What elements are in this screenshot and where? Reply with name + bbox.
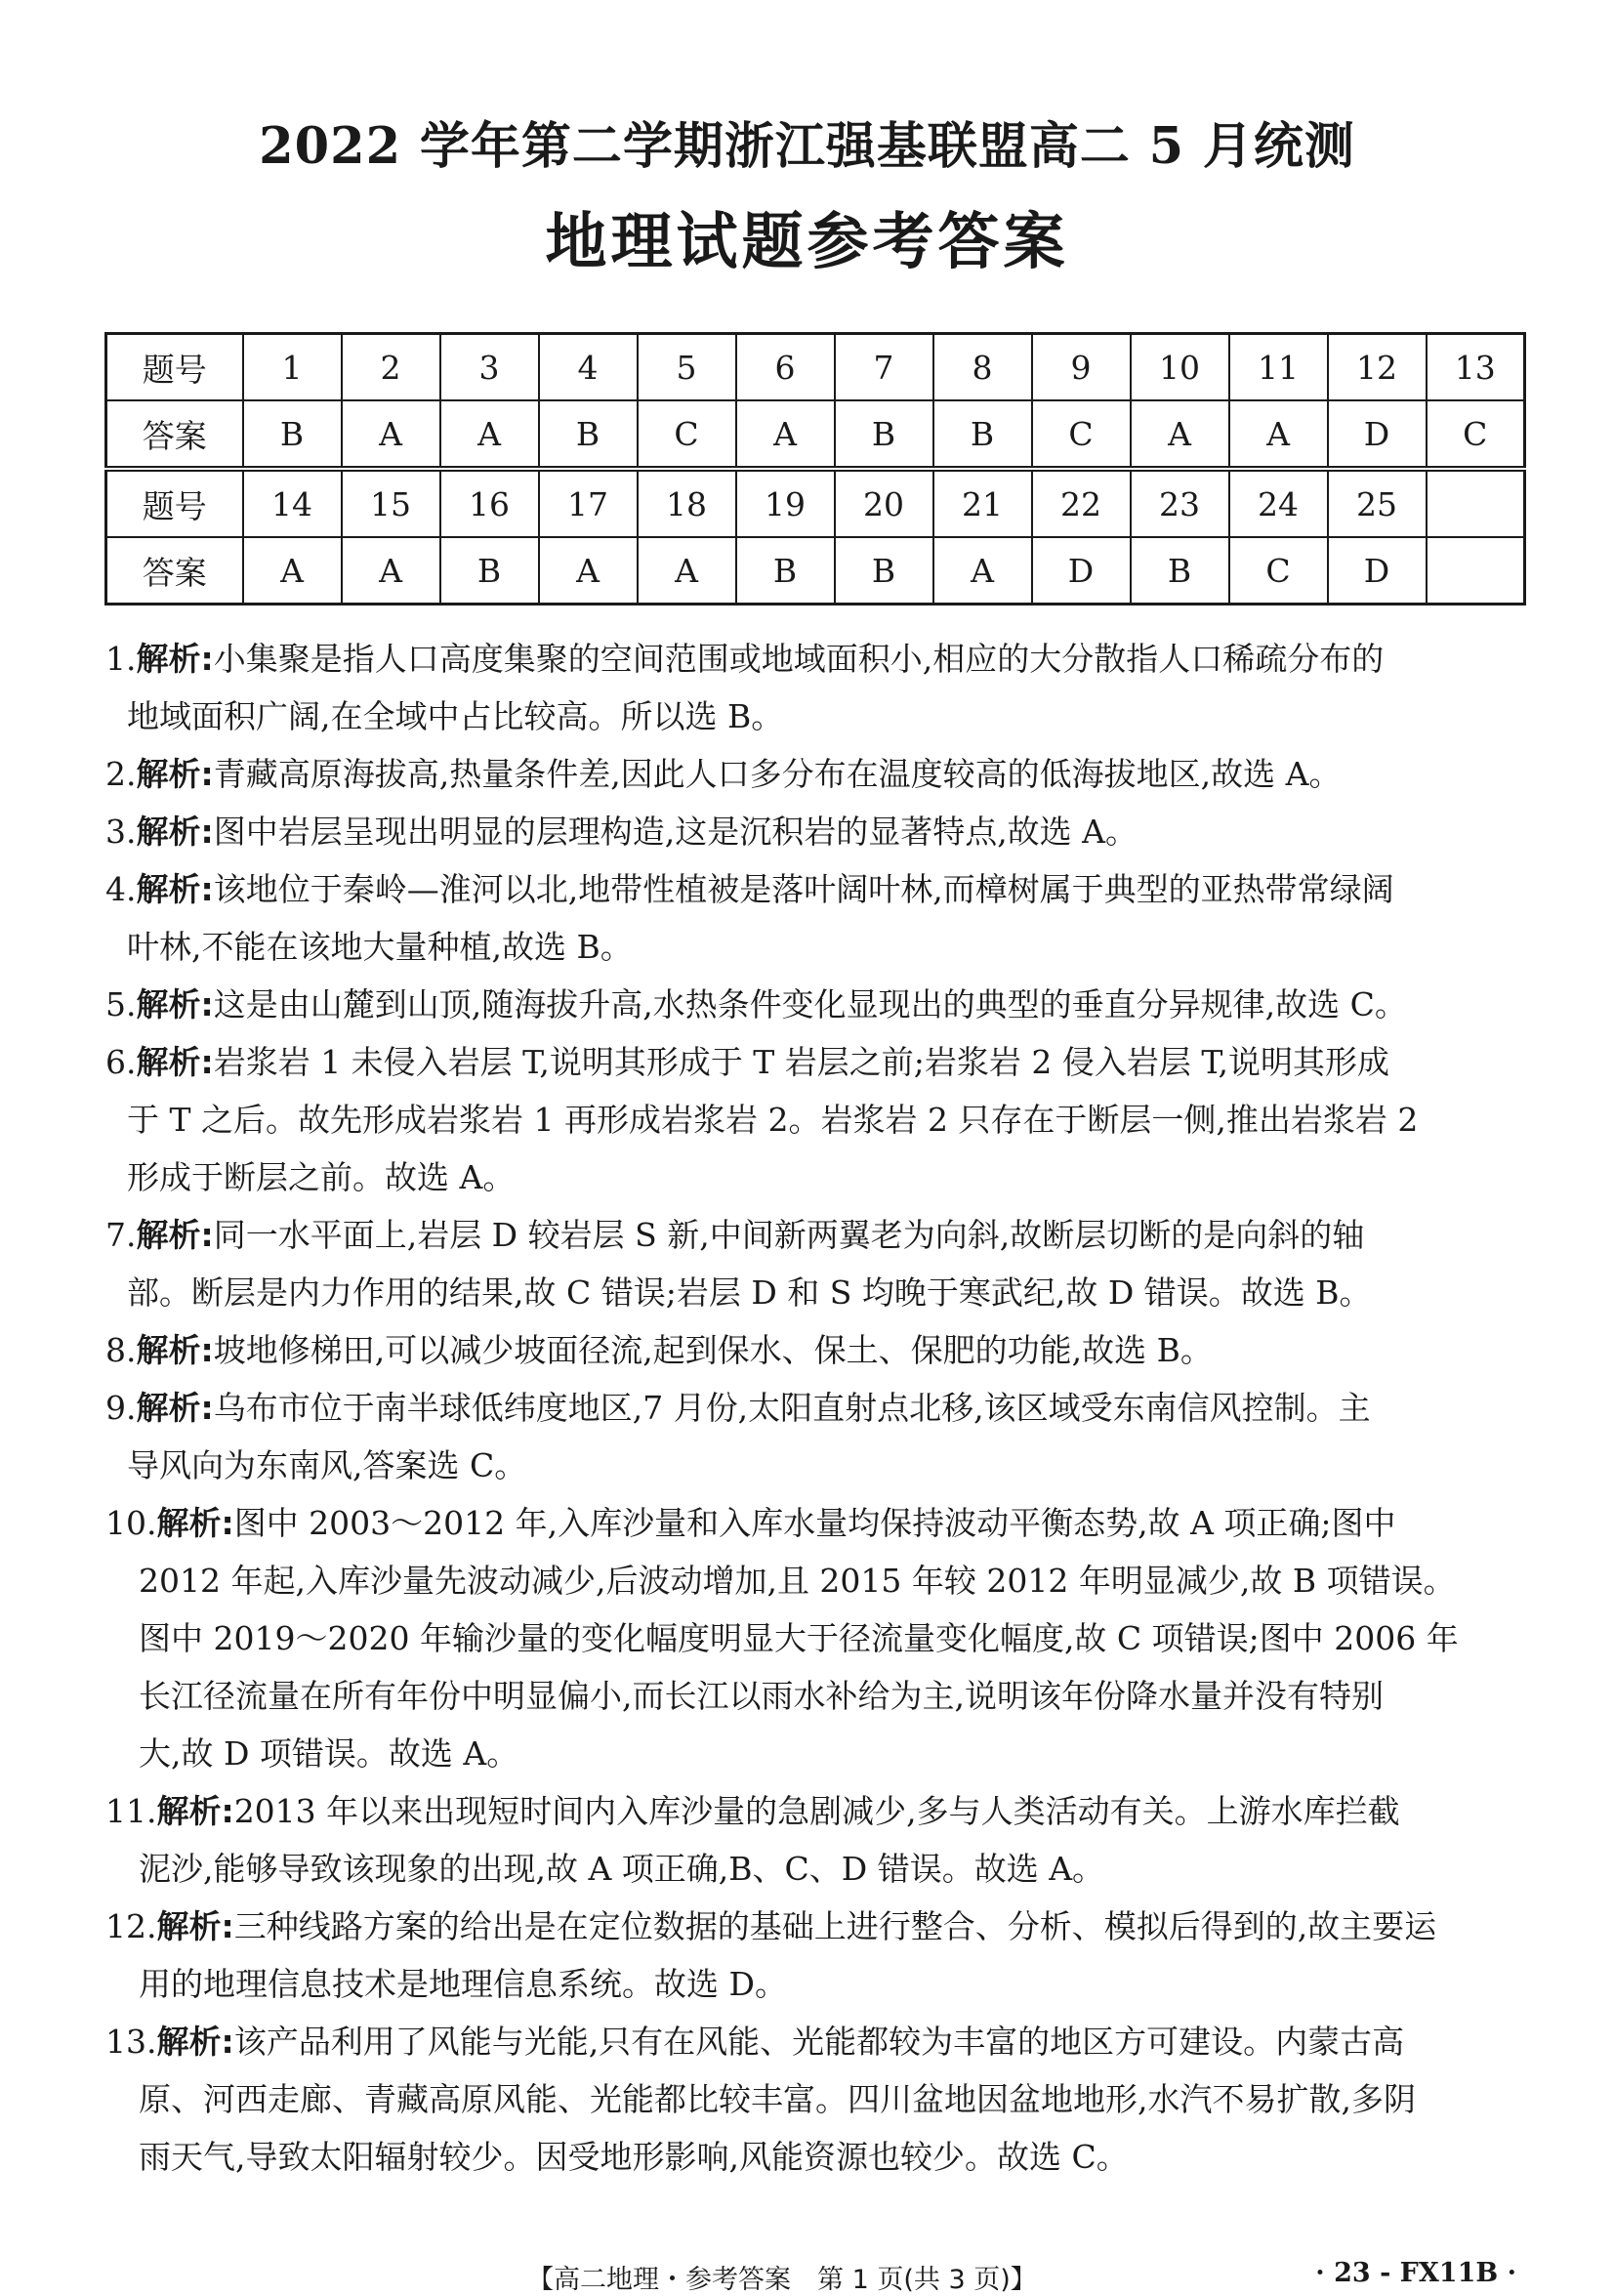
explanation-item bbox=[105, 745, 1519, 803]
answer-value: B bbox=[243, 400, 342, 469]
explanation-line: 长江径流量在所有年份中明显偏小,而长江以雨水补给为主,说明该年份降水量并没有特别 bbox=[139, 1677, 1384, 1715]
explanation-item bbox=[105, 1206, 1519, 1321]
explanation-number: 8. bbox=[105, 1331, 137, 1369]
explanation-item bbox=[105, 860, 1519, 976]
question-number: 6 bbox=[736, 334, 835, 401]
explanation-number: 2. bbox=[105, 755, 137, 793]
page-title: 2022 学年第二学期浙江强基联盟高二 5 月统测 bbox=[259, 117, 1355, 176]
question-number: 9 bbox=[1032, 334, 1131, 401]
explanation-line: 岩浆岩 1 未侵入岩层 T,说明其形成于 T 岩层之前;岩浆岩 2 侵入岩层 T,说明其形成 bbox=[213, 1043, 1390, 1081]
question-number: 21 bbox=[933, 469, 1032, 537]
explanation-item bbox=[105, 630, 1519, 745]
explanation-item bbox=[105, 976, 1519, 1033]
explanation-line: 青藏高原海拔高,热量条件差,因此人口多分布在温度较高的低海拔地区,故选 A。 bbox=[213, 755, 1342, 793]
explanation-label: 解析: bbox=[136, 640, 214, 678]
footer-page-info: 【高二地理・参考答案 第 1 页(共 3 页)】 bbox=[527, 2265, 1037, 2295]
explanation-number: 1. bbox=[105, 640, 137, 678]
explanation-number: 3. bbox=[105, 813, 137, 851]
question-number bbox=[1427, 469, 1525, 537]
answer-value: C bbox=[638, 400, 736, 469]
explanation-number: 5. bbox=[105, 985, 137, 1023]
question-number: 25 bbox=[1328, 469, 1427, 537]
explanation-line: 导风向为东南风,答案选 C。 bbox=[127, 1446, 527, 1484]
explanation-item bbox=[105, 1321, 1519, 1379]
explanations bbox=[105, 630, 1519, 2186]
question-number: 2 bbox=[342, 334, 440, 401]
explanation-item bbox=[105, 803, 1519, 860]
explanation-number: 13. bbox=[105, 2023, 157, 2061]
explanation-line: 同一水平面上,岩层 D 较岩层 S 新,中间新两翼老为向斜,故断层切断的是向斜的轴 bbox=[213, 1216, 1365, 1254]
question-number: 5 bbox=[638, 334, 736, 401]
question-number: 23 bbox=[1131, 469, 1229, 537]
question-number: 13 bbox=[1427, 334, 1525, 401]
answer-value: A bbox=[1131, 400, 1229, 469]
explanation-line: 原、河西走廊、青藏高原风能、光能都比较丰富。四川盆地因盆地地形,水汽不易扩散,多阴 bbox=[139, 2080, 1416, 2118]
explanation-item bbox=[105, 1782, 1519, 1898]
question-number: 22 bbox=[1032, 469, 1131, 537]
explanation-number: 10. bbox=[105, 1504, 157, 1542]
explanation-line: 大,故 D 项错误。故选 A。 bbox=[139, 1734, 519, 1773]
answer-value: A bbox=[440, 400, 539, 469]
question-number: 8 bbox=[933, 334, 1032, 401]
explanation-label: 解析: bbox=[156, 1792, 234, 1830]
question-number: 15 bbox=[342, 469, 440, 537]
answer-label: 答案 bbox=[106, 400, 243, 469]
question-number: 3 bbox=[440, 334, 539, 401]
explanation-number: 7. bbox=[105, 1216, 137, 1254]
explanation-number: 6. bbox=[105, 1043, 137, 1081]
answer-label: 答案 bbox=[106, 537, 243, 605]
explanation-label: 解析: bbox=[136, 985, 214, 1023]
question-number: 18 bbox=[638, 469, 736, 537]
answer-value: A bbox=[736, 400, 835, 469]
question-number: 24 bbox=[1229, 469, 1328, 537]
explanation-line: 三种线路方案的给出是在定位数据的基础上进行整合、分析、模拟后得到的,故主要运 bbox=[233, 1907, 1437, 1945]
page-subtitle: 地理试题参考答案 bbox=[545, 205, 1069, 277]
question-number: 19 bbox=[736, 469, 835, 537]
question-number: 4 bbox=[539, 334, 638, 401]
answer-value: B bbox=[1131, 537, 1229, 605]
explanation-line: 2013 年以来出现短时间内入库沙量的急剧减少,多与人类活动有关。上游水库拦截 bbox=[233, 1792, 1400, 1830]
explanation-label: 解析: bbox=[156, 2023, 234, 2061]
answer-row bbox=[106, 400, 1525, 469]
question-label: 题号 bbox=[106, 334, 243, 401]
explanation-label: 解析: bbox=[156, 1504, 234, 1542]
explanation-line: 于 T 之后。故先形成岩浆岩 1 再形成岩浆岩 2。岩浆岩 2 只存在于断层一侧,推出岩浆岩 2 bbox=[127, 1101, 1419, 1139]
explanation-line: 图中 2003～2012 年,入库沙量和入库水量均保持波动平衡态势,故 A 项正确;图中 bbox=[233, 1504, 1396, 1542]
explanation-label: 解析: bbox=[136, 1043, 214, 1081]
question-number: 14 bbox=[243, 469, 342, 537]
explanation-item bbox=[105, 2013, 1519, 2186]
explanation-line: 坡地修梯田,可以减少坡面径流,起到保水、保土、保肥的功能,故选 B。 bbox=[213, 1331, 1213, 1369]
question-number: 17 bbox=[539, 469, 638, 537]
explanation-number: 9. bbox=[105, 1389, 137, 1427]
answer-value: A bbox=[243, 537, 342, 605]
question-row bbox=[106, 334, 1525, 401]
question-number: 11 bbox=[1229, 334, 1328, 401]
answer-value: B bbox=[539, 400, 638, 469]
explanation-label: 解析: bbox=[136, 870, 214, 908]
explanation-label: 解析: bbox=[136, 1389, 214, 1427]
answer-value: B bbox=[440, 537, 539, 605]
explanation-label: 解析: bbox=[136, 1331, 214, 1369]
answer-value: B bbox=[933, 400, 1032, 469]
answer-value: A bbox=[342, 400, 440, 469]
answer-value: A bbox=[638, 537, 736, 605]
explanation-label: 解析: bbox=[136, 755, 214, 793]
question-number: 12 bbox=[1328, 334, 1427, 401]
question-number: 7 bbox=[835, 334, 933, 401]
explanation-label: 解析: bbox=[136, 813, 214, 851]
explanation-line: 该地位于秦岭—淮河以北,地带性植被是落叶阔叶林,而樟树属于典型的亚热带常绿阔 bbox=[213, 870, 1394, 908]
explanation-line: 形成于断层之前。故选 A。 bbox=[127, 1158, 516, 1196]
explanation-line: 部。断层是内力作用的结果,故 C 错误;岩层 D 和 S 均晚于寒武纪,故 D 错误。故选 B。 bbox=[127, 1273, 1372, 1312]
explanation-item bbox=[105, 1898, 1519, 2013]
footer-code: · 23 - FX11B · bbox=[1315, 2258, 1516, 2288]
explanation-label: 解析: bbox=[156, 1907, 234, 1945]
answer-value: A bbox=[342, 537, 440, 605]
explanation-line: 图中岩层呈现出明显的层理构造,这是沉积岩的显著特点,故选 A。 bbox=[213, 813, 1138, 851]
question-label: 题号 bbox=[106, 469, 243, 537]
answer-value bbox=[1427, 537, 1525, 605]
answer-value: B bbox=[736, 537, 835, 605]
explanation-item bbox=[105, 1033, 1519, 1206]
answer-value: D bbox=[1328, 537, 1427, 605]
explanation-line: 叶林,不能在该地大量种植,故选 B。 bbox=[127, 928, 633, 966]
answer-value: C bbox=[1427, 400, 1525, 469]
answer-value: D bbox=[1032, 537, 1131, 605]
explanation-item bbox=[105, 1379, 1519, 1494]
question-number: 16 bbox=[440, 469, 539, 537]
answer-value: A bbox=[933, 537, 1032, 605]
answer-value: C bbox=[1229, 537, 1328, 605]
question-number: 20 bbox=[835, 469, 933, 537]
explanation-number: 12. bbox=[105, 1907, 157, 1945]
explanation-line: 图中 2019～2020 年输沙量的变化幅度明显大于径流量变化幅度,故 C 项错误;图中 2006 年 bbox=[139, 1619, 1459, 1657]
explanation-label: 解析: bbox=[136, 1216, 214, 1254]
explanation-item bbox=[105, 1494, 1519, 1782]
answer-value: A bbox=[1229, 400, 1328, 469]
question-row bbox=[106, 469, 1525, 537]
explanation-number: 11. bbox=[105, 1792, 157, 1830]
question-number: 1 bbox=[243, 334, 342, 401]
answer-value: A bbox=[539, 537, 638, 605]
question-number: 10 bbox=[1131, 334, 1229, 401]
answer-value: C bbox=[1032, 400, 1131, 469]
explanation-line: 小集聚是指人口高度集聚的空间范围或地域面积小,相应的大分散指人口稀疏分布的 bbox=[213, 640, 1385, 678]
explanation-line: 泥沙,能够导致该现象的出现,故 A 项正确,B、C、D 错误。故选 A。 bbox=[139, 1850, 1105, 1888]
explanation-line: 乌布市位于南半球低纬度地区,7 月份,太阳直射点北移,该区域受东南信风控制。主 bbox=[213, 1389, 1371, 1427]
answer-value: D bbox=[1328, 400, 1427, 469]
explanation-line: 雨天气,导致太阳辐射较少。因受地形影响,风能资源也较少。故选 C。 bbox=[139, 2138, 1129, 2176]
explanation-line: 该产品利用了风能与光能,只有在风能、光能都较为丰富的地区方可建设。内蒙古高 bbox=[233, 2023, 1405, 2061]
answer-table bbox=[104, 332, 1526, 605]
explanation-line: 地域面积广阔,在全域中占比较高。所以选 B。 bbox=[127, 697, 784, 735]
answer-row bbox=[106, 537, 1525, 605]
explanation-line: 这是由山麓到山顶,随海拔升高,水热条件变化显现出的典型的垂直分异规律,故选 C。 bbox=[213, 985, 1407, 1023]
explanation-line: 用的地理信息技术是地理信息系统。故选 D。 bbox=[139, 1965, 787, 2003]
explanation-number: 4. bbox=[105, 870, 137, 908]
answer-value: B bbox=[835, 400, 933, 469]
answer-value: B bbox=[835, 537, 933, 605]
explanation-line: 2012 年起,入库沙量先波动减少,后波动增加,且 2015 年较 2012 年明显减少,故 B 项错误。 bbox=[139, 1562, 1456, 1600]
